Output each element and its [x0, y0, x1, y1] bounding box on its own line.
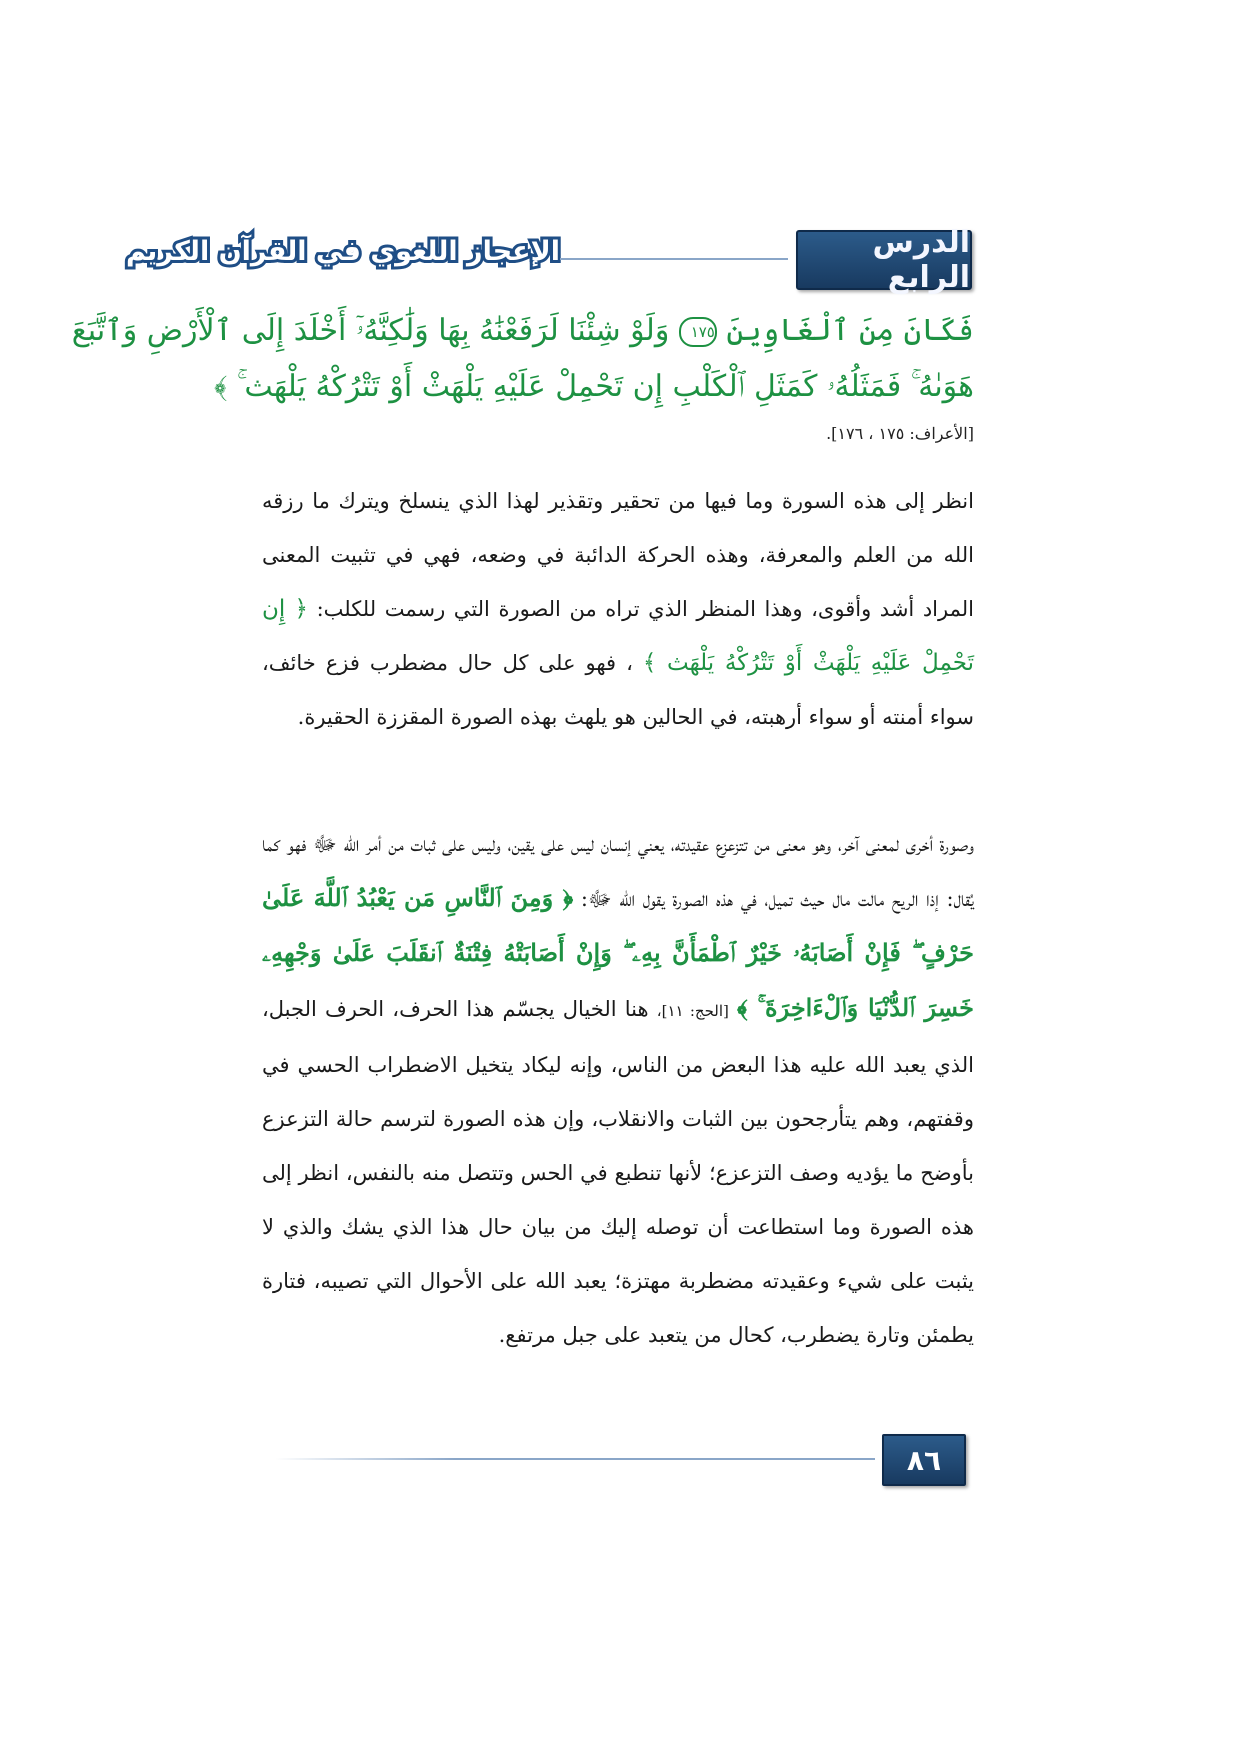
- paragraph-2-citation: [الحج: ١١]،: [656, 1002, 729, 1020]
- book-title: الإعجاز اللغوي في القرآن الكريم: [126, 236, 560, 267]
- paragraph-1-quote: ﴿ إِن تَحْمِلْ عَلَيْهِ يَلْهَثْ أَوْ تَتْرُكْهُ يَلْهَث ﴾: [262, 596, 974, 676]
- paragraph-1: [262, 474, 974, 744]
- quran-verse: [71, 303, 974, 415]
- paragraph-2-text-a: وصورة أخرى لمعنى آخر، وهو معنى من تتزعزع عقيدته، يعني إنسان ليس على يقين، وليس على ثبات من أمر الله ﷻ فهو كما يُقال: إذا الريح مالت مال حيث تميل، في هذه الصورة يقول الله ﷻ:: [262, 832, 974, 911]
- header-rule: [560, 258, 788, 260]
- verse-line-1: [71, 303, 974, 359]
- verse-text-1a: فَكَانَ مِنَ ٱلْغَاوِينَ: [726, 313, 974, 348]
- paragraph-1-text-b: ، فهو على كل حال مضطرب فزع خائف، سواء أمنته أو سواء أرهبته، في الحالين هو يلهث بهذه الصورة المقززة الحقيرة.: [262, 651, 974, 729]
- lesson-label: الدرس الرابع: [796, 230, 972, 290]
- paragraph-2: [262, 817, 974, 1362]
- verse-citation: [الأعراف: ١٧٥ ، ١٧٦].: [826, 424, 974, 443]
- paragraph-2-quote: ﴿ وَمِنَ ٱلنَّاسِ مَن يَعْبُدُ ٱللَّهَ عَلَىٰ حَرْفٍ ۖ فَإِنْ أَصَابَهُۥ خَيْرٌ ٱطْمَأَنَّ بِهِۦ ۖ وَإِنْ أَصَابَتْهُ فِتْنَةٌ ٱنقَلَبَ عَلَىٰ وَجْهِهِۦ خَسِرَ ٱلدُّنْيَا وَٱلْءَاخِرَةَ ۚ ﴾: [262, 883, 974, 1022]
- verse-line-2: هَوَىٰهُ ۚ فَمَثَلُهُۥ كَمَثَلِ ٱلْكَلْبِ إِن تَحْمِلْ عَلَيْهِ يَلْهَثْ أَوْ تَتْرُكْهُ يَلْهَث ۚ ﴾: [214, 369, 974, 404]
- paragraph-2-text-b: هنا الخيال يجسّم هذا الحرف، الحرف الجبل، الذي يعبد الله عليه هذا البعض من الناس، وإنه ليكاد يتخيل الاضطراب الحسي في وقفتهم، وهم يتأرجحون بين الثبات والانقلاب، وإن هذه الصورة لترسم حالة التزعزع بأوضح ما يؤديه وصف التزعزع؛ لأنها تنطبع في الحس وتتصل منه بالنفس، انظر إلى هذه الصورة وما استطاعت أن توصله إليك من بيان حال هذا الذي يشك والذي لا يثبت على شيء وعقيدته مضطربة مهتزة؛ يعبد الله على الأحوال التي تصيبه، فتارة يطمئن وتارة يضطرب، كحال من يتعبد على جبل مرتفع.: [262, 997, 974, 1347]
- paragraph-1-text-a: انظر إلى هذه السورة وما فيها من تحقير وتقذير لهذا الذي ينسلخ ويترك ما رزقه الله من العلم والمعرفة، وهذه الحركة الدائبة في وضعه، فهي في تثبيت المعنى المراد أشد وأقوى، وهذا المنظر الذي تراه من الصورة التي رسمت للكلب:: [262, 489, 974, 621]
- page-number: ٨٦: [882, 1434, 966, 1486]
- page-header: [126, 225, 972, 295]
- footer-rule: [275, 1458, 875, 1460]
- verse-number-marker: ١٧٥: [679, 317, 717, 347]
- verse-text-1b: وَلَوْ شِئْنَا لَرَفَعْنَٰهُ بِهَا وَلَٰكِنَّهُۥٓ أَخْلَدَ إِلَى ٱلْأَرْضِ وَٱتَّبَعَ: [71, 313, 670, 348]
